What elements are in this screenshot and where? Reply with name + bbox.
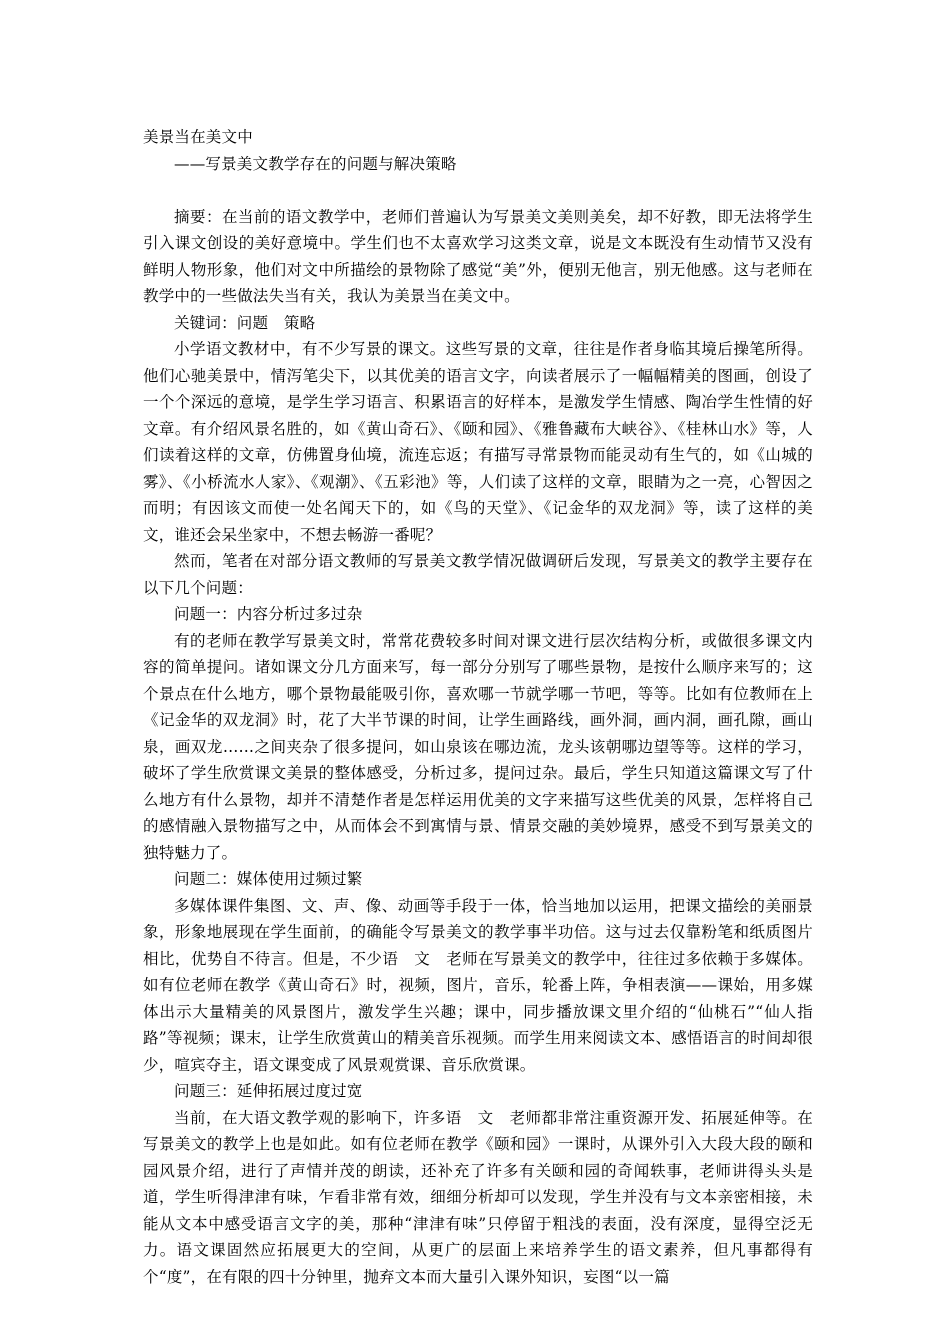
problem-1-paragraph: 有的老师在教学写景美文时，常常花费较多时间对课文进行层次结构分析，或做很多课文内容的简单提问。诸如课文分几方面来写，每一部分分别写了哪些景物，是按什么顺序来写的；这个景点在什么地方，哪个景物最能吸引你，喜欢哪一节就学哪一节吧，等等。比如有位教师在上《记金华的双龙洞》时，花了大半节课的时间，让学生画路线，画外洞，画内洞，画孔隙，画山泉，画双龙……之间夹杂了很多提问，如山泉该在哪边流，龙头该朝哪边望等等。这样的学习，破坏了学生欣赏课文美景的整体感受，分析过多，提问过杂。最后，学生只知道这篇课文写了什么地方有什么景物，却并不清楚作者是怎样运用优美的文字来描写这些优美的风景，怎样将自己的感情融入景物描写之中，从而体会不到寓情与景、情景交融的美妙境界，感受不到写景美文的独特魅力了。 — [143, 631, 813, 862]
problem-3-paragraph: 当前，在大语文教学观的影响下，许多语 文 老师都非常注重资源开发、拓展延伸等。在写景美文的教学上也是如此。如有位老师在教学《颐和园》一课时，从课外引入大段大段的颐和园风景介绍，进行了声情并茂的朗读，还补充了许多有关颐和园的奇闻轶事，老师讲得头头是道，学生听得津津有味，乍看非常有效，细细分析却可以发现，学生并没有与文本亲密相接，未能从文本中感受语言文字的美，那种“津津有味”只停留于粗浅的表面，没有深度，显得空泛无力。语文课固然应拓展更大的空间，从更广的层面上来培养学生的语文素养，但凡事都得有个“度”，在有限的四十分钟里，抛弃文本而大量引入课外知识，妄图“以一篇 — [143, 1108, 813, 1286]
problem-2-heading: 问题二：媒体使用过频过繁 — [174, 870, 363, 888]
intro-paragraph-2: 然而，笔者在对部分语文教师的写景美文教学情况做调研后发现，写景美文的教学主要存在以下几个问题： — [143, 552, 813, 597]
document-title: 美景当在美文中 — [143, 128, 253, 146]
document-subtitle: ——写景美文教学存在的问题与解决策略 — [174, 154, 457, 173]
document-page — [143, 124, 813, 1290]
keywords-line: 关键词：问题 策略 — [174, 313, 316, 332]
abstract-paragraph: 摘要：在当前的语文教学中，老师们普遍认为写景美文美则美矣，却不好教，即无法将学生引入课文创设的美好意境中。学生们也不太喜欢学习这类文章，说是文本既没有生动情节又没有鲜明人物形象，他们对文中所描绘的景物除了感觉“美”外，便别无他言，别无他感。这与老师在教学中的一些做法失当有关，我认为美景当在美文中。 — [143, 207, 813, 305]
intro-paragraph-1: 小学语文教材中，有不少写景的课文。这些写景的文章，往往是作者身临其境后操笔所得。他们心驰美景中，情泻笔尖下，以其优美的语言文字，向读者展示了一幅幅精美的图画，创设了一个个深远的意境，是学生学习语言、积累语言的好样本，是激发学生情感、陶冶学生性情的好文章。有介绍风景名胜的，如《黄山奇石》、《颐和园》、《雅鲁藏布大峡谷》、《桂林山水》等，人们读着这样的文章，仿佛置身仙境，流连忘返；有描写寻常景物而能灵动有生气的，如《山城的雾》、《小桥流水人家》、《观潮》、《五彩池》等，人们读了这样的文章，眼睛为之一亮，心智因之而明；有因该文而使一处名闻天下的，如《鸟的天堂》、《记金华的双龙洞》等，读了这样的美文，谁还会呆坐家中，不想去畅游一番呢？ — [143, 340, 813, 544]
problem-3-heading: 问题三：延伸拓展过度过宽 — [174, 1082, 363, 1100]
problem-1-heading: 问题一：内容分析过多过杂 — [174, 605, 363, 623]
blank-line — [143, 177, 813, 204]
problem-2-paragraph: 多媒体课件集图、文、声、像、动画等手段于一体，恰当地加以运用，把课文描绘的美丽景象，形象地展现在学生面前，的确能令写景美文的教学事半功倍。这与过去仅靠粉笔和纸质图片相比，优势自不待言。但是，不少语 文 老师在写景美文的教学中，往往过多依赖于多媒体。如有位老师在教学《黄山奇石》时，视频，图片，音乐，轮番上阵，争相表演——课始，用多媒体出示大量精美的风景图片，激发学生兴趣；课中，同步播放课文里介绍的“仙桃石”“仙人指路”等视频；课末，让学生欣赏黄山的精美音乐视频。而学生用来阅读文本、感悟语言的时间却很少，喧宾夺主，语文课变成了风景观赏课、音乐欣赏课。 — [143, 896, 813, 1074]
